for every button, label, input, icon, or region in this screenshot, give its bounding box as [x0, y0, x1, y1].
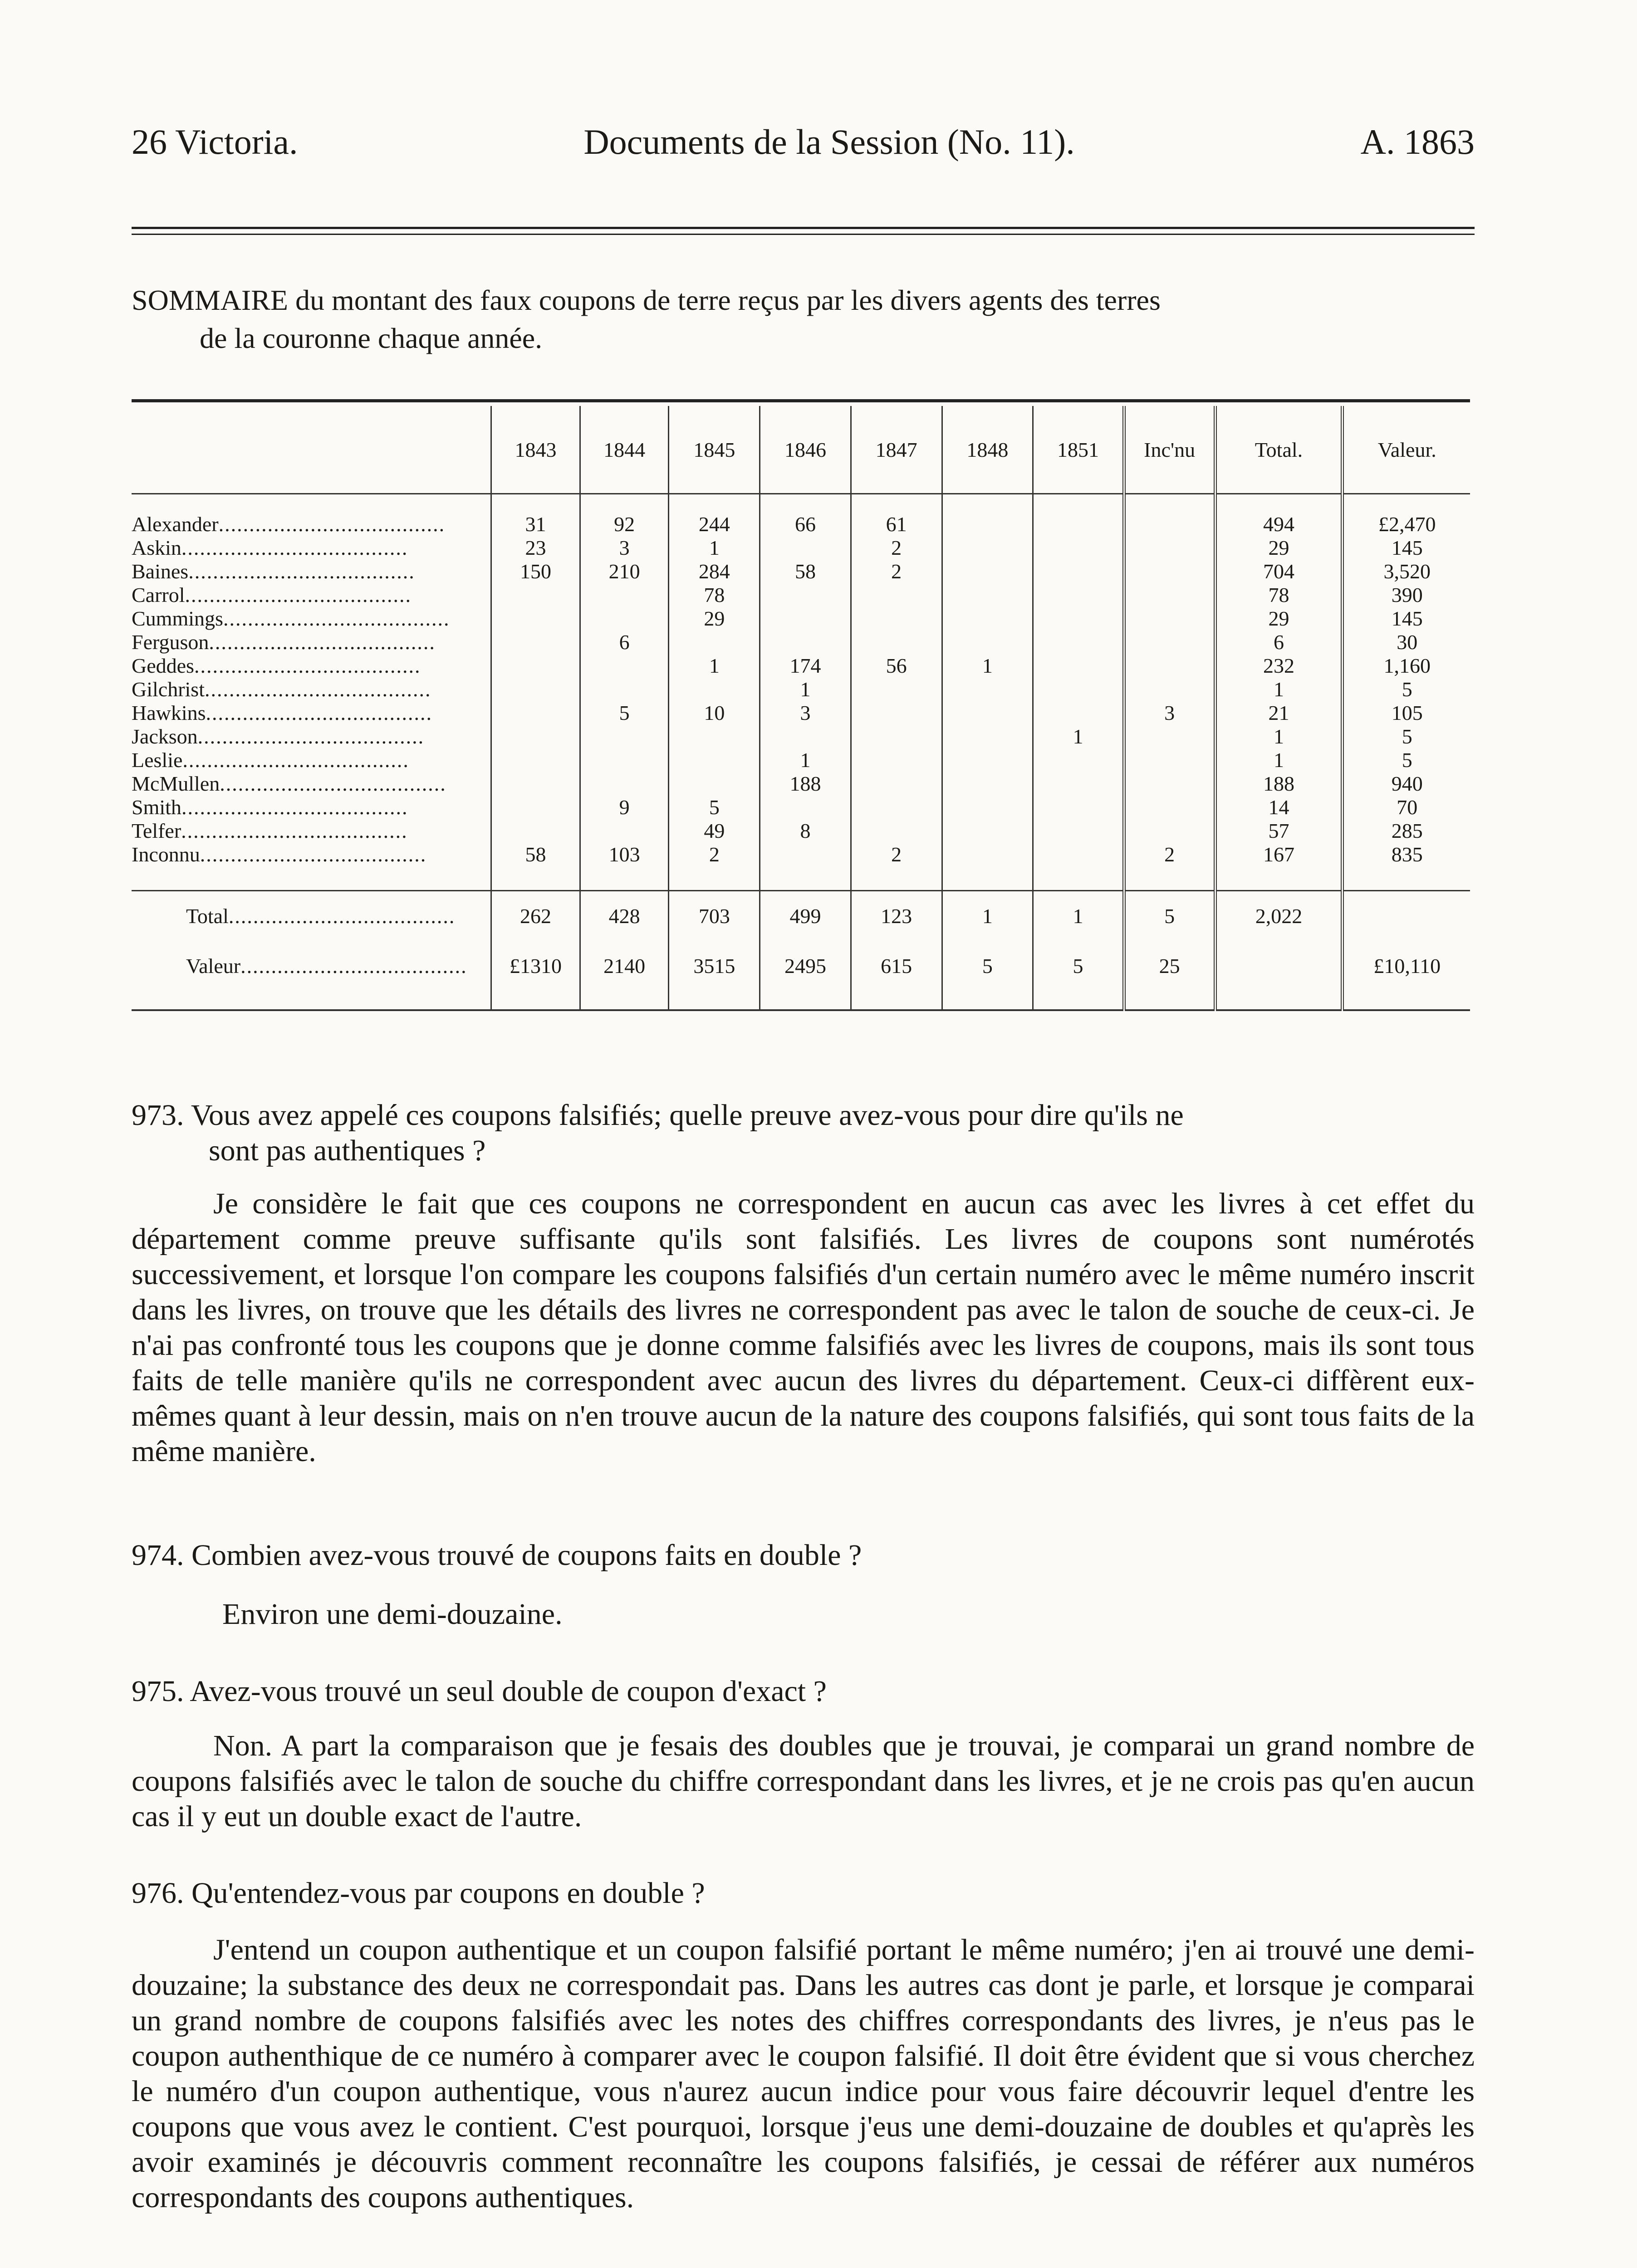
- row-label: Leslie.....................................: [132, 748, 409, 772]
- table-cell: 1: [760, 748, 851, 772]
- answer-975: Non. A part la comparaison que je fesais des doubles que je trouvai, je comparai un grand nombre de coupons falsifiés avec le talon de souche du chiffre correspondant dans les livres, et je ne crois pas qu'en aucun cas il y eut un double exact de l'autre.: [132, 1729, 1475, 1833]
- table-cell: [1033, 607, 1124, 631]
- total-row: [132, 891, 1470, 942]
- table-cell: 1: [1215, 748, 1343, 772]
- table-row: [132, 631, 1470, 654]
- table-cell: [942, 748, 1033, 772]
- table-cell: [491, 607, 580, 631]
- table-cell: [580, 772, 669, 796]
- col-header: 1844: [580, 406, 669, 494]
- row-label-text: Askin: [132, 536, 181, 559]
- table-cell: [580, 654, 669, 678]
- table-cell: [851, 748, 942, 772]
- table-cell: [491, 819, 580, 843]
- table-cell: 6: [580, 631, 669, 654]
- table-cell: [1343, 891, 1470, 942]
- table-cell: [760, 536, 851, 560]
- row-label-text: Inconnu: [132, 843, 200, 866]
- table-cell: [1124, 536, 1215, 560]
- table-row: [132, 607, 1470, 631]
- table-cell: £1310: [491, 941, 580, 991]
- table-cell: 2: [851, 536, 942, 560]
- table-cell: 31: [491, 513, 580, 536]
- table-cell: 5: [942, 941, 1033, 991]
- col-header: 1851: [1033, 406, 1124, 494]
- table-caption: [132, 281, 1484, 357]
- table-cell: 428: [580, 891, 669, 942]
- table-cell: [942, 796, 1033, 819]
- table-cell: [1033, 536, 1124, 560]
- table-cell: [1033, 560, 1124, 583]
- valeur-row: [132, 941, 1470, 991]
- table-cell: 5: [1343, 678, 1470, 701]
- question-number: 976.: [132, 1877, 184, 1910]
- table-cell: [491, 631, 580, 654]
- table-cell: 14: [1215, 796, 1343, 819]
- table-cell: 2: [851, 560, 942, 583]
- question-976: [132, 1876, 1475, 1911]
- question-973: [132, 1098, 1475, 1168]
- row-label: Ferguson.....................................: [132, 631, 436, 654]
- table-cell: [669, 678, 760, 701]
- table-cell: [942, 607, 1033, 631]
- table-cell: 58: [760, 560, 851, 583]
- table-cell: [669, 748, 760, 772]
- table-cell: 49: [669, 819, 760, 843]
- table-cell: 1,160: [1343, 654, 1470, 678]
- table-cell: [851, 701, 942, 725]
- table-row: [132, 748, 1470, 772]
- table-cell: [942, 583, 1033, 607]
- table-cell: 3: [760, 701, 851, 725]
- question-text: Vous avez appelé ces coupons falsifiés; quelle preuve avez-vous pour dire qu'ils ne: [191, 1099, 1184, 1132]
- table-cell: 2495: [760, 941, 851, 991]
- table-cell: [580, 678, 669, 701]
- table-cell: 703: [669, 891, 760, 942]
- row-label-text: Cummings: [132, 607, 223, 630]
- row-label: Smith.....................................: [132, 796, 408, 819]
- row-label: Total.....................................: [132, 891, 491, 942]
- row-label-text: Smith: [132, 796, 181, 819]
- table-cell: 9: [580, 796, 669, 819]
- table-cell: 78: [1215, 583, 1343, 607]
- table-cell: 1: [669, 536, 760, 560]
- table-cell: 29: [1215, 607, 1343, 631]
- table-cell: [1033, 583, 1124, 607]
- row-label: Carrol.....................................: [132, 583, 412, 606]
- table-cell: [942, 560, 1033, 583]
- table-bottom: [132, 991, 1470, 1010]
- table-cell: [669, 725, 760, 748]
- table-cell: 2140: [580, 941, 669, 991]
- table-row: [132, 513, 1470, 536]
- table-cell: 150: [491, 560, 580, 583]
- row-label: Hawkins.....................................: [132, 701, 433, 724]
- table-cell: [942, 725, 1033, 748]
- table-cell: [1033, 796, 1124, 819]
- table-cell: [1033, 513, 1124, 536]
- table-cell: 285: [1343, 819, 1470, 843]
- table-cell: 1: [1033, 725, 1124, 748]
- header-document-title: Documents de la Session (No. 11).: [583, 122, 1075, 161]
- table-cell: [1124, 819, 1215, 843]
- row-label: Geddes.....................................: [132, 654, 421, 677]
- table-cell: 123: [851, 891, 942, 942]
- table-cell: 5: [1124, 891, 1215, 942]
- table-cell: 2: [851, 843, 942, 866]
- table-cell: [491, 583, 580, 607]
- table-cell: [760, 583, 851, 607]
- table-cell: 3515: [669, 941, 760, 991]
- table-cell: [1033, 701, 1124, 725]
- row-label-text: Hawkins: [132, 701, 206, 724]
- table-cell: [851, 796, 942, 819]
- table-cell: 25: [1124, 941, 1215, 991]
- table-cell: [851, 678, 942, 701]
- col-header: 1847: [851, 406, 942, 494]
- table-cell: 103: [580, 843, 669, 866]
- table-cell: £2,470: [1343, 513, 1470, 536]
- table-cell: [1033, 819, 1124, 843]
- row-label-text: Gilchrist: [132, 678, 205, 701]
- table-cell: [851, 725, 942, 748]
- row-label-text: Baines: [132, 560, 189, 583]
- table-cell: [942, 513, 1033, 536]
- table-cell: [760, 631, 851, 654]
- table-cell: 21: [1215, 701, 1343, 725]
- table-cell: £10,110: [1343, 941, 1470, 991]
- question-text: Avez-vous trouvé un seul double de coupon d'exact ?: [190, 1675, 827, 1708]
- table-cell: [851, 607, 942, 631]
- table-cell: [760, 725, 851, 748]
- table-cell: [491, 748, 580, 772]
- row-label: Telfer.....................................: [132, 819, 408, 842]
- row-label: Gilchrist.....................................: [132, 678, 431, 701]
- table-cell: 1: [1215, 678, 1343, 701]
- table-row: [132, 725, 1470, 748]
- table-cell: [491, 678, 580, 701]
- table-cell: 30: [1343, 631, 1470, 654]
- table-cell: 3: [1124, 701, 1215, 725]
- question-974: [132, 1538, 1475, 1573]
- row-label: Jackson.....................................: [132, 725, 425, 748]
- table-cell: [1033, 748, 1124, 772]
- table-cell: [491, 796, 580, 819]
- table-cell: [760, 607, 851, 631]
- col-header: 1843: [491, 406, 580, 494]
- table-cell: [580, 725, 669, 748]
- table-cell: 390: [1343, 583, 1470, 607]
- table-cell: 10: [669, 701, 760, 725]
- header-session-year: 26 Victoria.: [132, 122, 298, 161]
- table-cell: [942, 631, 1033, 654]
- table-cell: 1: [1033, 891, 1124, 942]
- table-cell: [491, 701, 580, 725]
- answer-976: J'entend un coupon authentique et un coupon falsifié portant le même numéro; j'en ai trouvé une demi-douzaine; la substance des deux ne correspondait pas. Dans les autres cas dont je parle, et lorsque je comparai un grand nombre de coupons falsifiés avec les notes des chiffres correspondants des livres, je n'eus pas le coupon authenthique de ce numéro à comparer avec le coupon falsifié. Il doit être évident que si vous cherchez le numéro d'un coupon authentique, vous n'aurez aucun indice pour vous faire découvrir lequel d'entre les coupons que vous avez le contient. C'est pourquoi, lorsque j'eus une demi-douzaine de doubles et qu'après les avoir examinés je découvris comment reconnaître les coupons falsifiés, je cessai de référer aux numéros correspondants des coupons authentiques.: [132, 1933, 1475, 2214]
- question-number: 973.: [132, 1099, 184, 1132]
- table-row: [132, 583, 1470, 607]
- page-header: [132, 122, 1475, 162]
- header-name: [132, 406, 491, 494]
- row-label: Askin.....................................: [132, 536, 408, 559]
- table-cell: 145: [1343, 607, 1470, 631]
- answer-974: Environ une demi-douzaine.: [222, 1598, 563, 1631]
- table-cell: [851, 631, 942, 654]
- table-cell: [1033, 772, 1124, 796]
- row-label-text: Total: [186, 904, 229, 928]
- table-cell: 29: [1215, 536, 1343, 560]
- table-cell: 1: [942, 654, 1033, 678]
- table-cell: 56: [851, 654, 942, 678]
- row-label: Cummings.....................................: [132, 607, 450, 630]
- table-cell: [491, 725, 580, 748]
- table-cell: [1124, 513, 1215, 536]
- table-cell: 940: [1343, 772, 1470, 796]
- table-cell: [942, 678, 1033, 701]
- table-cell: [1124, 748, 1215, 772]
- question-975: [132, 1674, 1475, 1709]
- table-cell: [942, 536, 1033, 560]
- table-row: [132, 819, 1470, 843]
- table-cell: 615: [851, 941, 942, 991]
- table-cell: 3,520: [1343, 560, 1470, 583]
- table-cell: 66: [760, 513, 851, 536]
- caption-line-1: SOMMAIRE du montant des faux coupons de terre reçus par les divers agents des terres: [132, 284, 1161, 316]
- row-label-text: Alexander: [132, 513, 219, 536]
- table-row: [132, 843, 1470, 866]
- table-cell: 61: [851, 513, 942, 536]
- table-cell: 3: [580, 536, 669, 560]
- col-header: 1845: [669, 406, 760, 494]
- table-cell: [1124, 631, 1215, 654]
- table-cell: [760, 796, 851, 819]
- table-cell: 2: [669, 843, 760, 866]
- table-cell: 284: [669, 560, 760, 583]
- question-number: 975.: [132, 1675, 184, 1708]
- table-cell: [580, 819, 669, 843]
- table-cell: 5: [1343, 748, 1470, 772]
- table-row: [132, 536, 1470, 560]
- row-label-text: Leslie: [132, 748, 183, 772]
- table-cell: 2,022: [1215, 891, 1343, 942]
- header-rule: [132, 227, 1475, 235]
- table-cell: [1124, 725, 1215, 748]
- row-label-text: Ferguson: [132, 631, 209, 654]
- row-label: Inconnu.....................................: [132, 843, 427, 866]
- table-cell: 1: [669, 654, 760, 678]
- table-cell: [1124, 796, 1215, 819]
- table-cell: [1124, 772, 1215, 796]
- table-cell: 1: [760, 678, 851, 701]
- table-cell: [1033, 678, 1124, 701]
- table-cell: 105: [1343, 701, 1470, 725]
- table-cell: 262: [491, 891, 580, 942]
- table-cell: [580, 607, 669, 631]
- table-cell: 145: [1343, 536, 1470, 560]
- answer-973: Je considère le fait que ces coupons ne correspondent en aucun cas avec les livres à cet effet du département comme preuve suffisante qu'ils sont falsifiés. Les livres de coupons sont numérotés successivement, et lorsque l'on compare les coupons falsifiés d'un certain numéro avec le même numéro inscrit dans les livres, on trouve que les détails des livres ne correspondent pas avec le talon de souche de ceux-ci. Je n'ai pas confronté tous les coupons que je donne comme falsifiés avec les livres de coupons, mais ils sont tous faits de telle manière qu'ils ne correspondent avec aucun des livres du département. Ceux-ci diffèrent eux-mêmes quant à leur dessin, mais on n'en trouve aucun de la nature des coupons falsifiés, qui sont tous faits de la même manière.: [132, 1187, 1475, 1468]
- row-label-text: Jackson: [132, 725, 198, 748]
- table-cell: [580, 583, 669, 607]
- table-cell: 499: [760, 891, 851, 942]
- col-header: Total.: [1215, 406, 1343, 494]
- table-header-row: [132, 406, 1470, 494]
- question-number: 974.: [132, 1539, 184, 1572]
- table-cell: 78: [669, 583, 760, 607]
- table-cell: [851, 819, 942, 843]
- row-label: Alexander.....................................: [132, 513, 446, 536]
- table-cell: 5: [669, 796, 760, 819]
- table-cell: 2: [1124, 843, 1215, 866]
- table-cell: [1124, 678, 1215, 701]
- col-header: Valeur.: [1343, 406, 1470, 494]
- table-row: [132, 772, 1470, 796]
- question-text-cont: sont pas authentiques ?: [209, 1134, 486, 1167]
- table-cell: 174: [760, 654, 851, 678]
- table-top-rule: [132, 399, 1470, 402]
- table-cell: 210: [580, 560, 669, 583]
- table-row: [132, 701, 1470, 725]
- row-label: Valeur.....................................: [132, 941, 491, 991]
- row-label-text: Valeur: [186, 954, 241, 978]
- table-cell: [851, 583, 942, 607]
- table-cell: 704: [1215, 560, 1343, 583]
- table-cell: [760, 843, 851, 866]
- table-cell: [1215, 941, 1343, 991]
- table-cell: 70: [1343, 796, 1470, 819]
- col-header: 1846: [760, 406, 851, 494]
- header-separator: [132, 494, 1470, 513]
- table-cell: [669, 772, 760, 796]
- row-label-text: Carrol: [132, 583, 185, 606]
- table-cell: 835: [1343, 843, 1470, 866]
- table-cell: 5: [1343, 725, 1470, 748]
- table-cell: [1124, 654, 1215, 678]
- row-gap: [132, 866, 1470, 891]
- col-header: Inc'nu: [1124, 406, 1215, 494]
- row-label-text: Geddes: [132, 654, 194, 677]
- table-cell: 57: [1215, 819, 1343, 843]
- col-header: 1848: [942, 406, 1033, 494]
- table-cell: 58: [491, 843, 580, 866]
- table-cell: 188: [760, 772, 851, 796]
- header-page-year: A. 1863: [1360, 122, 1475, 161]
- table-cell: [942, 819, 1033, 843]
- table-cell: [1033, 631, 1124, 654]
- row-label: McMullen.....................................: [132, 772, 446, 795]
- table-cell: 92: [580, 513, 669, 536]
- table-cell: [669, 631, 760, 654]
- table-cell: [942, 843, 1033, 866]
- table-cell: [942, 701, 1033, 725]
- row-label: Baines.....................................: [132, 560, 415, 583]
- table-cell: 29: [669, 607, 760, 631]
- caption-line-2: de la couronne chaque année.: [200, 322, 543, 354]
- table-cell: [1124, 560, 1215, 583]
- table-row: [132, 796, 1470, 819]
- table-cell: 188: [1215, 772, 1343, 796]
- row-label-text: McMullen: [132, 772, 220, 795]
- table-cell: [1033, 843, 1124, 866]
- table-cell: [491, 654, 580, 678]
- table-cell: [1124, 583, 1215, 607]
- table-row: [132, 654, 1470, 678]
- table-cell: [491, 772, 580, 796]
- table-cell: 1: [942, 891, 1033, 942]
- table-cell: [1124, 607, 1215, 631]
- row-label-text: Telfer: [132, 819, 181, 842]
- table-cell: 494: [1215, 513, 1343, 536]
- table-cell: 5: [580, 701, 669, 725]
- table-cell: 1: [1215, 725, 1343, 748]
- table-cell: 23: [491, 536, 580, 560]
- table-cell: [580, 748, 669, 772]
- question-text: Qu'entendez-vous par coupons en double ?: [191, 1877, 705, 1910]
- table-cell: 167: [1215, 843, 1343, 866]
- coupons-table: [132, 406, 1470, 1011]
- table-row: [132, 678, 1470, 701]
- table-cell: 6: [1215, 631, 1343, 654]
- table-cell: 8: [760, 819, 851, 843]
- table-cell: 5: [1033, 941, 1124, 991]
- table-cell: 232: [1215, 654, 1343, 678]
- table-row: [132, 560, 1470, 583]
- table-cell: [1033, 654, 1124, 678]
- table-cell: [851, 772, 942, 796]
- table-cell: 244: [669, 513, 760, 536]
- table-cell: [942, 772, 1033, 796]
- question-text: Combien avez-vous trouvé de coupons faits en double ?: [191, 1539, 862, 1572]
